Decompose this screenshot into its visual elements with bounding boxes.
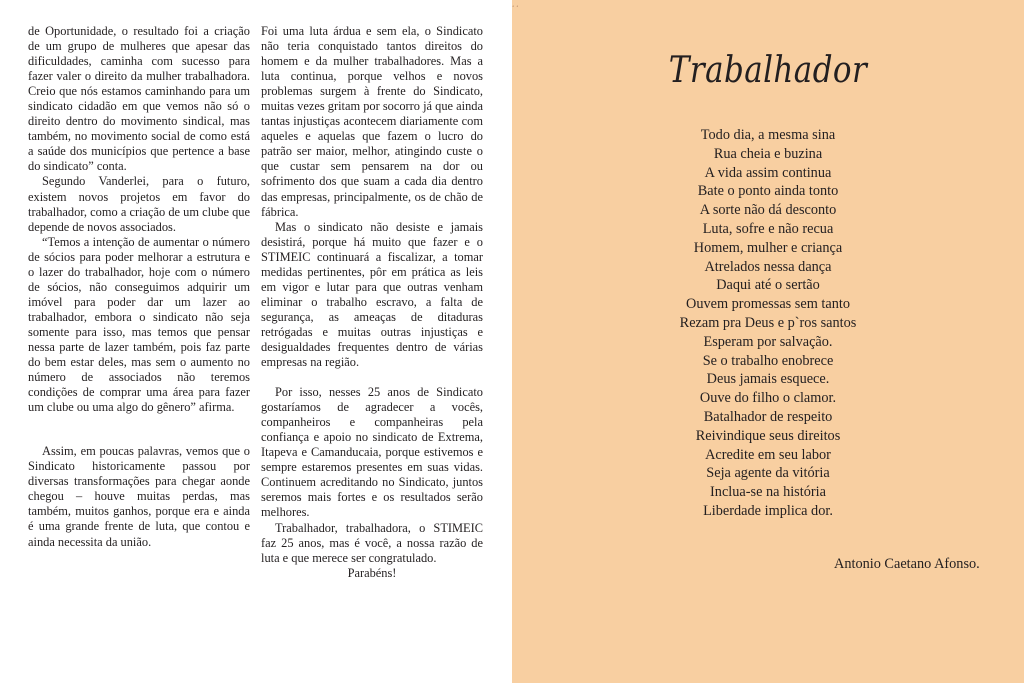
verse-line: Daqui até o sertão [716, 277, 820, 294]
poem-verses [512, 126, 1024, 521]
paragraph: Mas o sindicato não desiste e jamais desistirá, porque há muito que fazer e o STIMEIC continuará a fiscalizar, a tomar medidas pertinentes, pôr em prática as leis em vigor e lutar para que outras venham eliminar o trabalho escravo, a falta de segurança, as ameaças de ditaduras retrógadas e muitas outras injustiças e desigualdades frequentes dentro de várias empresas na região. [261, 219, 483, 370]
verse-line: Rua cheia e buzina [713, 145, 823, 162]
paragraph: “Temos a intenção de aumentar o número de sócios para poder melhorar a estrutura e o lazer do trabalhador, hoje com o número de sócios, não conseguimos adquirir um imóvel para poder dar um lazer ao trabalhador, embora o sindicato não seja somente para isso, mas temos que pensar nessa parte de lazer também, pois faz parte do bem estar deles, mas sem o aumento no número de associados não teremos condições de comprar uma área para fazer um clube ou uma algo do gênero” afirma. [28, 234, 250, 415]
verse-line: Luta, sofre e não recua [702, 220, 834, 237]
verse-line: A sorte não dá desconto [699, 202, 837, 219]
verse-line: Acredite em seu labor [705, 446, 831, 463]
article-column-1 [28, 24, 250, 550]
verse-line: Batalhador de respeito [703, 408, 833, 425]
paragraph: Segundo Vanderlei, para o futuro, existem novos projetos em favor do trabalhador, como a criação de um clube que depende de novos associados. [28, 174, 250, 234]
paragraph: Assim, em poucas palavras, vemos que o Sindicato historicamente passou por diversas transformações para chegar aonde chegou – houve muitas perdas, mas também, muitos ganhos, porque era e ainda é uma grande frente de luta, que contou e ainda necessita da união. [28, 444, 250, 549]
right-page [512, 0, 1024, 683]
verse-line: Ouvem promessas sem tanto [686, 296, 850, 313]
paragraph: Foi uma luta árdua e sem ela, o Sindicato não teria conquistado tantos direitos do homem e da mulher trabalhadores. Mas a luta continua, porque velhos e novos problemas surgem à frente do Sindicato, muitas vezes gritam por socorro já que ainda tantas injustiças acontecem diariamente com aqueles e aquelas que fazem o lucro do patrão ser maior, melhor, atingindo custe o que custar sem pensarem na dor ou sofrimento dos que suam a cada dia dentro das empresas, principalmente, os de chão de fábrica. [261, 24, 483, 219]
poem-author: Antonio Caetano Afonso. [834, 556, 980, 572]
verse-line: Deus jamais esquece. [706, 371, 830, 388]
paragraph: Trabalhador, trabalhadora, o STIMEIC faz 25 anos, mas é você, a nossa razão de luta e que merece ser congratulado. [261, 520, 483, 565]
verse-line: Esperam por salvação. [703, 333, 833, 350]
verse-line: Reivindique seus direitos [695, 427, 841, 444]
verse-line: Ouve do filho o clamor. [699, 390, 837, 407]
article-column-2 [261, 24, 483, 581]
verse-line: Inclua-se na história [710, 484, 826, 501]
verse-line: Seja agente da vitória [706, 465, 830, 482]
verse-line: Rezam pra Deus e p`ros santos [679, 314, 857, 331]
paragraph: Por isso, nesses 25 anos de Sindicato gostaríamos de agradecer a vocês, companheiros e companheiras pela confiança e apoio no sindicato de Extrema, Itapeva e Camanducaia, porque estivemos e sempre estaremos presentes em suas vidas. Continuem acreditando no Sindicato, juntos seremos mais fortes e os resultados serão melhores. [261, 385, 483, 520]
verse-line: Homem, mulher e criança [693, 239, 843, 256]
paragraph: de Oportunidade, o resultado foi a criação de um grupo de mulheres que apesar das dificuldades, caminha com sucesso para fazer valer o direito da mulher trabalhadora. Creio que nós estamos caminhando para um sindicato cidadão em que vemos não só o direito dentro do movimento sindical, mas também, no movimento social de como está a saúde dos municípios que pertence a base do sindicato” conta. [28, 24, 250, 174]
verse-line: Liberdade implica dor. [703, 502, 833, 519]
verse-line: A vida assim continua [704, 164, 832, 181]
verse-line: Bate o ponto ainda tonto [697, 183, 839, 200]
verse-line: Todo dia, a mesma sina [700, 127, 836, 143]
closing-line: Parabéns! [347, 565, 397, 580]
corner-mark: ‘ ‘ [512, 4, 519, 12]
poem-title: Trabalhador [668, 50, 868, 91]
verse-line: Se o trabalho enobrece [702, 352, 834, 369]
verse-line: Atrelados nessa dança [704, 258, 832, 275]
